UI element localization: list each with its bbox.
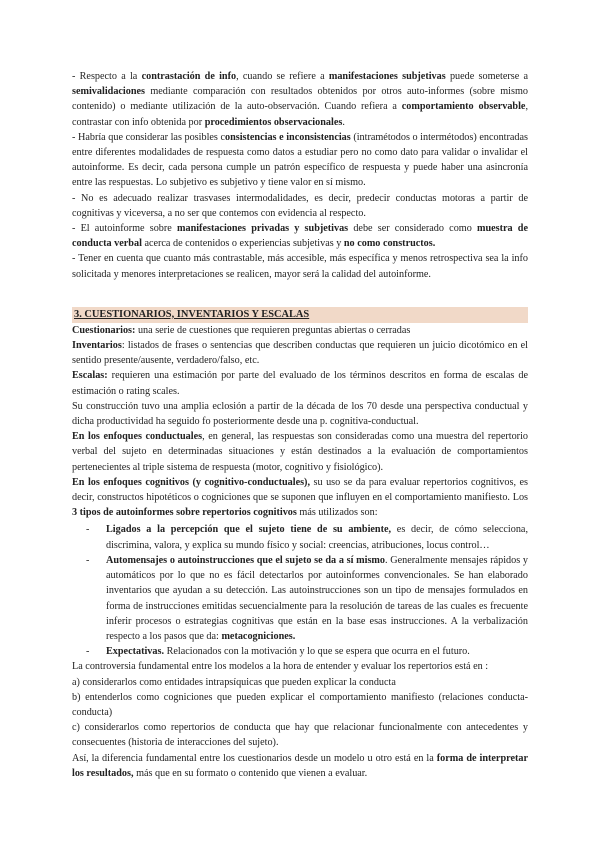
bold-text: Escalas: xyxy=(72,370,108,382)
paragraph xyxy=(72,368,528,398)
list-marker: - xyxy=(86,524,90,536)
bold-text: forma de interpretar los resultados, xyxy=(72,752,528,779)
text-run: - El autoinforme sobre xyxy=(72,223,177,235)
text-run: una serie de cuestiones que requieren preguntas abiertas o cerradas xyxy=(135,324,411,336)
bold-text: 3 tipos de autoinformes sobre repertorios cognitivos xyxy=(72,507,297,519)
paragraph xyxy=(72,251,528,281)
paragraph xyxy=(72,69,528,130)
text-run: - Habría que considerar las posibles c xyxy=(72,131,225,143)
text-run: es decir, de cómo selecciona, discrimina, valora, y explica su mundo físico y social: creencias, atribuciones, locus control… xyxy=(106,524,528,551)
paragraph xyxy=(72,720,528,750)
text-run: b) entenderlos como cogniciones que pueden explicar el comportamiento manifiesto (relaciones conducta- conducta) xyxy=(72,691,528,718)
text-run: más que en su formato o contenido que vienen a evaluar. xyxy=(133,767,368,779)
bold-text: semivalidaciones xyxy=(72,86,146,98)
list-marker: - xyxy=(86,646,90,658)
text-run: acerca de contenidos o experiencias subjetivas y xyxy=(141,238,344,250)
bold-text: no como constructos. xyxy=(343,238,436,250)
text-run: , contrastar con info obtenida por xyxy=(72,101,528,128)
paragraph xyxy=(72,690,528,720)
text-run: c) considerarlos como repertorios de conducta que hay que relacionar funcionalmente con antecedentes y consecuentes (historia de interacciones del sujeto). xyxy=(72,722,528,749)
closing-block xyxy=(72,659,528,781)
bold-text: En los enfoques cognitivos (y cognitivo-conductuales), xyxy=(72,476,310,488)
bold-text: manifestaciones privadas y subjetivas xyxy=(176,223,349,235)
bold-text: contrastación de info xyxy=(141,71,237,82)
bold-text: En los enfoques conductuales xyxy=(72,431,203,443)
bold-text: manifestaciones subjetivas xyxy=(328,71,446,82)
list-item xyxy=(72,644,528,659)
text-run: - Respecto a la xyxy=(72,71,142,82)
paragraph xyxy=(72,338,528,368)
text-run: más utilizados son: xyxy=(296,507,378,519)
document-page xyxy=(72,69,528,781)
text-run: . xyxy=(342,116,345,128)
text-run: - Tener en cuenta que cuanto más contrastable, más accesible, más específica y menos retrospectiva sea la info solicitada y menores interpretaciones se realicen, mayor será la calidad del autoinforme. xyxy=(72,253,528,280)
bold-text: Cuestionarios: xyxy=(72,324,136,336)
text-run: Su construcción tuvo una amplia eclosión a partir de la década de los 70 desde una perspectiva conductual y dicha productividad ha seguido fo posteriormente desde una p. cognitiva-conductual. xyxy=(72,400,528,428)
intro-block xyxy=(72,69,528,282)
list-item xyxy=(72,553,528,644)
text-run: a) considerarlos como entidades intrapsíquicas que pueden explicar la conducta xyxy=(72,676,396,688)
bold-text: Ligados a la percepción que el sujeto tiene de su ambiente, xyxy=(106,524,392,536)
text-run: (intramétodos o intermétodos) encontradas entre diferentes modalidades de respuesta como datos a estudiar pero no como dato para validar o invalidar el autoinforme. Es decir, cada persona cumple un patrón específico de respuesta y puede haber una asincronía entre las respuestas. Lo subjetivo es subjetivo y tiene valor en sí mismo. xyxy=(72,131,528,189)
bold-text: metacogniciones. xyxy=(221,630,296,642)
bold-text: procedimientos observacionales xyxy=(204,116,343,128)
paragraph xyxy=(72,751,528,781)
spacer xyxy=(72,282,528,307)
paragraph xyxy=(72,475,528,521)
paragraph xyxy=(72,675,528,690)
text-run: requieren una estimación por parte del evaluado de los términos descritos en forma de escalas de estimación o rating scales. xyxy=(72,370,528,397)
paragraph xyxy=(72,429,528,475)
bold-text: Inventarios xyxy=(72,340,122,352)
text-run: , en general, las respuestas son consideradas como una muestra del repertorio verbal del sujeto en determinadas situaciones y están destinados a la evaluación de comportamientos pertenecientes al triple sistema de respuesta (motor, cognitivo y fisiológico). xyxy=(72,431,528,473)
text-run: : listados de frases o sentencias que describen conductas que requieren un juicio dicotómico en el sentido presente/ausente, verdadero/falso, etc. xyxy=(72,340,528,367)
paragraph xyxy=(72,221,528,251)
paragraph xyxy=(72,130,528,191)
text-run: Así, la diferencia fundamental entre los cuestionarios desde un modelo u otro está en la xyxy=(72,752,437,764)
text-run: , cuando se refiere a xyxy=(236,71,329,82)
cognitive-types-list xyxy=(72,522,528,659)
paragraph xyxy=(72,323,528,338)
bold-text: muestra de conducta verbal xyxy=(72,223,528,250)
list-item xyxy=(72,522,528,552)
text-run: La controversia fundamental entre los modelos a la hora de entender y evaluar los repertorios está en : xyxy=(72,661,489,673)
text-run: su uso se da para evaluar repertorios cognitivos, es decir, constructos hipotéticos o cogniciones que se suponen que influyen en el comportamiento manifiesto. Los xyxy=(72,476,528,504)
text-run: Relacionados con la motivación y lo que se espera que ocurra en el futuro. xyxy=(164,646,470,658)
bold-text: Expectativas. xyxy=(106,646,165,658)
paragraph xyxy=(72,191,528,221)
text-run: debe ser considerado como xyxy=(348,223,477,235)
list-marker: - xyxy=(86,554,90,566)
paragraph xyxy=(72,399,528,429)
section-heading: 3. CUESTIONARIOS, INVENTARIOS Y ESCALAS xyxy=(72,307,528,323)
bold-text: Automensajes o autoinstrucciones que el sujeto se da a sí mismo xyxy=(106,554,386,566)
bold-text: comportamiento observable xyxy=(401,101,526,113)
paragraph xyxy=(72,659,528,674)
text-run: . Generalmente mensajes rápidos y automáticos por lo que no es fácil detectarlos por autoinformes convencionales. Se han elaborado inventarios que ayudan a su detección. Las autoinstrucciones son un tipo de mensajes formulados en forma de instrucciones emitidas secuencialmente para la resolución de tareas de las cuales es frecuente inferir procesos o estrategias cognitivas que están en la base esas instrucciones. A la verbalización respecto a los pasos que da: xyxy=(106,554,529,642)
text-run: puede someterse a xyxy=(445,71,529,82)
text-run: - No es adecuado realizar trasvases intermodalidades, es decir, predecir conductas motoras a partir de cognitivas y viceversa, a no ser que contemos con evidencia al respecto. xyxy=(72,192,528,219)
section-body xyxy=(72,323,528,521)
bold-text: onsistencias e inconsistencias xyxy=(225,131,351,143)
text-run: mediante comparación con resultados obtenidos por otros auto-informes (sobre mismo contenido) o mediante utilización de la auto-observación. Cuando refiera a xyxy=(72,86,528,113)
